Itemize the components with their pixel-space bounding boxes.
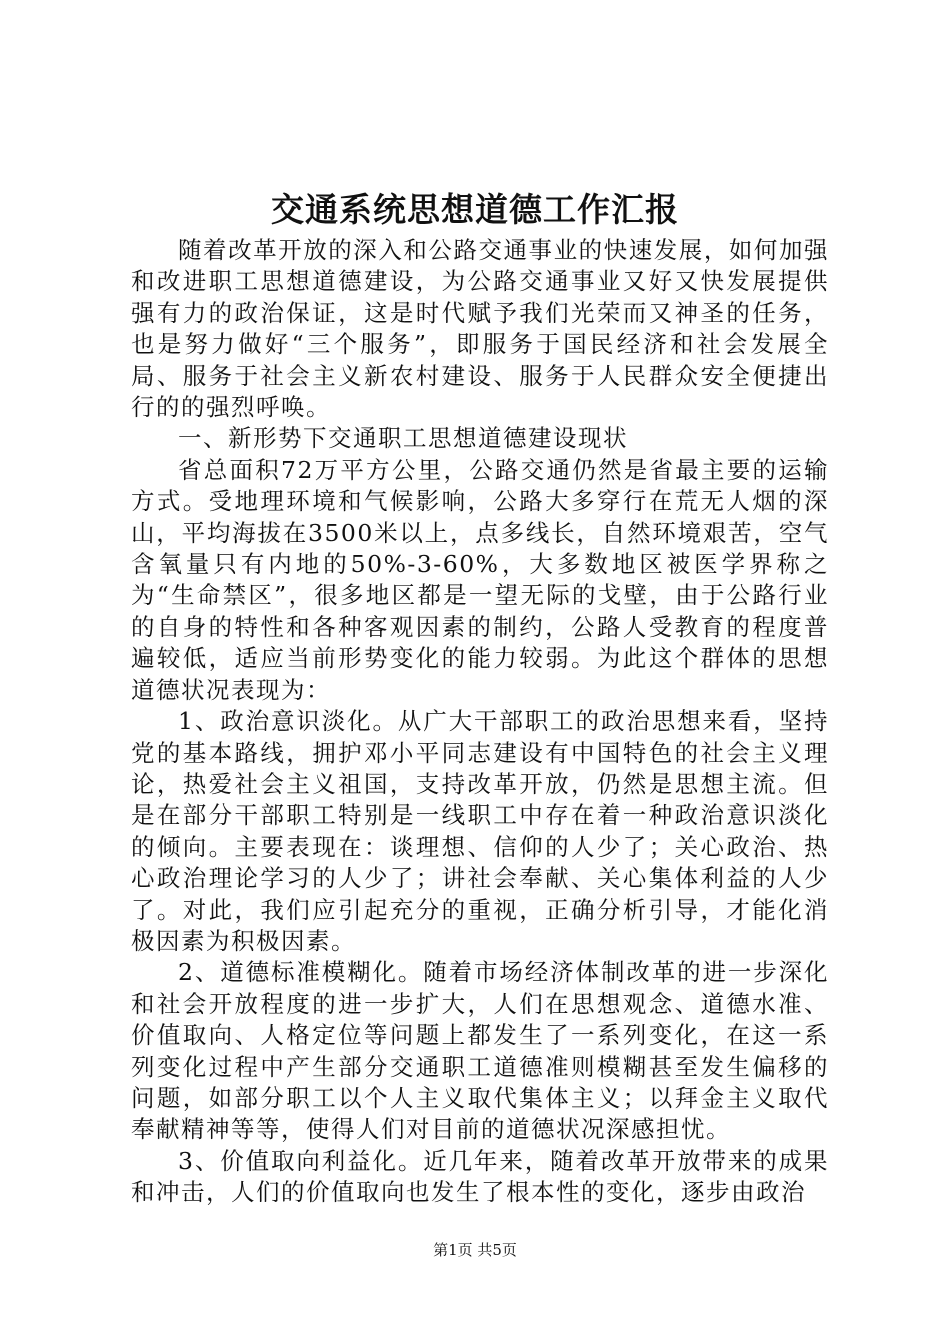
paragraph-point-3: 3、价值取向利益化。近几年来，随着改革开放带来的成果和冲击，人们的价值取向也发生了根本性的变化，逐步由政治 — [131, 1146, 829, 1207]
paragraph-point-2: 2、道德标准模糊化。随着市场经济体制改革的进一步深化和社会开放程度的进一步扩大，人们在思想观念、道德水准、价值取向、人格定位等问题上都发生了一系列变化，在这一系列变化过程中产生部分交通职工道德准则模糊甚至发生偏移的问题，如部分职工以个人主义取代集体主义；以拜金主义取代奉献精神等等，使得人们对目前的道德状况深感担忧。 — [131, 958, 829, 1144]
paragraph-overview: 省总面积72万平方公里，公路交通仍然是省最主要的运输方式。受地理环境和气候影响，公路大多穿行在荒无人烟的深山，平均海拔在3500米以上，点多线长，自然环境艰苦，空气含氧量只有内地的50%-3-60%，大多数地区被医学界称之为“生命禁区”，很多地区都是一望无际的戈壁，由于公路行业的自身的特性和各种客观因素的制约，公路人受教育的程度普遍较低，适应当前形势变化的能力较弱。为此这个群体的思想道德状况表现为： — [131, 455, 829, 704]
paragraph-intro: 随着改革开放的深入和公路交通事业的快速发展，如何加强和改进职工思想道德建设，为公路交通事业又好又快发展提供强有力的政治保证，这是时代赋予我们光荣而又神圣的任务，也是努力做好“三个服务”，即服务于国民经济和社会发展全局、服务于社会主义新农村建设、服务于人民群众安全便捷出行的的强烈呼唤。 — [131, 236, 829, 422]
page-footer: 第1页 共5页 — [433, 1241, 517, 1259]
section-heading-1: 一、新形势下交通职工思想道德建设现状 — [178, 424, 628, 453]
document-body — [131, 235, 829, 1209]
document-title: 交通系统思想道德工作汇报 — [271, 190, 679, 229]
paragraph-point-1: 1、政治意识淡化。从广大干部职工的政治思想来看，坚持党的基本路线，拥护邓小平同志建设有中国特色的社会主义理论，热爱社会主义祖国，支持改革开放，仍然是思想主流。但是在部分干部职工特别是一线职工中存在着一种政治意识淡化的倾向。主要表现在：谈理想、信仰的人少了；关心政治、热心政治理论学习的人少了；讲社会奉献、关心集体利益的人少了。对此，我们应引起充分的重视，正确分析引导，才能化消极因素为积极因素。 — [131, 707, 829, 955]
